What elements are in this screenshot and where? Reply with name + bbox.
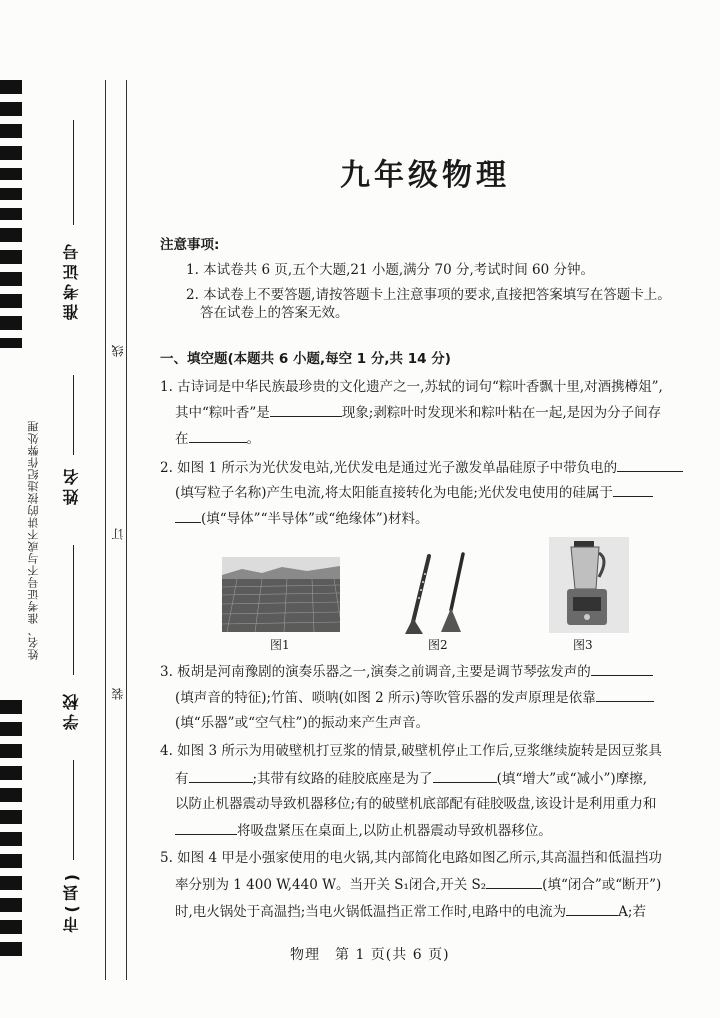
figure-2-flute-suona [395, 552, 475, 634]
q5-blank-1[interactable] [486, 874, 542, 889]
q4-blank-2[interactable] [433, 768, 497, 783]
page-footer: 物理 第 1 页(共 6 页) [290, 947, 450, 963]
q3-line-2 [175, 687, 654, 708]
q4-text-c: (填“增大”或“减小”)摩擦, [496, 771, 647, 787]
q4-line-3: 以防止机器震动导致机器移位;有的破壁机底部配有硅胶吸盘,该设计是利用重力和 [175, 796, 657, 812]
q1-line-2 [175, 402, 661, 423]
name-label: 姓名 [62, 465, 81, 505]
binding-warning: 姓名、准考证号不与或不讲的按违纪作弊处理 [27, 420, 40, 660]
q2-line-2 [175, 482, 653, 503]
notice-item-2: 2. 本试卷上不要答题,请按答题卡上注意事项的要求,直接把答案填写在答题卡上。 [186, 287, 671, 303]
q5-text-a: 率分别为 1 400 W,440 W。当开关 S₁闭合,开关 S₂ [175, 877, 487, 893]
exam-number-label: 准考证号 [62, 240, 81, 320]
q2-line-3 [175, 508, 428, 529]
q4-line-4 [175, 820, 552, 841]
q1-blank-2[interactable] [189, 428, 247, 443]
binding-mark-line: 线 [111, 345, 125, 357]
binding-line-right [126, 80, 127, 980]
q4-text-d: 将吸盘紧压在桌面上,以防止机器震动导致机器移位。 [237, 823, 552, 839]
q3-text-a: 3. 板胡是河南豫剧的演奏乐器之一,演奏之前调音,主要是调节琴弦发声的 [160, 664, 591, 680]
q5-blank-2[interactable] [566, 901, 618, 916]
q5-line-1: 5. 如图 4 甲是小强家使用的电火锅,其内部简化电路如图乙所示,其高温挡和低温挡功 [160, 850, 662, 866]
school-line [73, 545, 74, 675]
figure-3-blender [549, 537, 629, 633]
q1-line-3 [175, 428, 260, 449]
notice-item-1: 1. 本试卷共 6 页,五个大题,21 小题,满分 70 分,考试时间 60 分钟。 [186, 262, 594, 278]
q5-line-2 [175, 874, 661, 895]
q2-blank-3[interactable] [175, 508, 201, 523]
name-line [73, 375, 74, 455]
q1-text-c: 在 [175, 431, 189, 447]
notice-heading: 注意事项: [160, 237, 220, 253]
q4-line-1: 4. 如图 3 所示为用破壁机打豆浆的情景,破壁机停止工作后,豆浆继续旋转是因豆浆具 [160, 743, 662, 759]
q2-blank-1[interactable] [617, 457, 683, 472]
q3-line-1 [160, 661, 653, 682]
q4-blank-1[interactable] [189, 768, 253, 783]
q1-text-b: 现象;剥粽叶时发现米和粽叶粘在一起,是因为分子间存 [341, 405, 662, 421]
q2-line-1 [160, 457, 683, 478]
binding-stripe [0, 80, 22, 970]
q1-line-1: 1. 古诗词是中华民族最珍贵的文化遗产之一,苏轼的词句“粽叶香飘十里,对酒携樽俎”, [160, 379, 663, 395]
q1-text-a: 其中“粽叶香”是 [175, 405, 270, 421]
binding-mark-ding: 订 [111, 528, 125, 540]
school-label: 学校 [62, 690, 81, 730]
notice-item-2-cont: 答在试卷上的答案无效。 [200, 305, 349, 321]
exam-number-line [73, 120, 74, 225]
figure-3-caption: 图3 [573, 638, 593, 652]
binding-mark-zhuang: 装 [111, 688, 125, 700]
figure-1-solar-station [222, 557, 340, 632]
q5-line-3 [175, 901, 646, 922]
q3-text-b: (填声音的特征);竹笛、唢呐(如图 2 所示)等吹管乐器的发声原理是依靠 [175, 690, 596, 706]
q3-blank-1[interactable] [591, 661, 653, 676]
q1-text-d: 。 [246, 431, 260, 447]
city-line [73, 760, 74, 860]
q4-line-2 [175, 768, 647, 789]
q5-text-d: A;若 [618, 904, 646, 920]
page-title: 九年级物理 [340, 158, 510, 193]
q4-blank-3[interactable] [175, 820, 237, 835]
q4-text-b: ;其带有纹路的硅胶底座是为了 [252, 771, 433, 787]
q5-text-b: (填“闭合”或“断开”) [542, 877, 662, 893]
q3-line-3 [175, 713, 429, 733]
q3-blank-2[interactable] [596, 687, 654, 702]
q2-text-a: 2. 如图 1 所示为光伏发电站,光伏发电是通过光子激发单晶硅原子中带负电的 [160, 460, 618, 476]
binding-line-left [105, 80, 106, 980]
figure-2-caption: 图2 [428, 638, 448, 652]
q2-blank-2[interactable] [613, 482, 653, 497]
q2-text-c: (填“导体”“半导体”或“绝缘体”)材料。 [201, 511, 429, 527]
q1-blank-1[interactable] [270, 402, 342, 417]
city-label: 市(县) [62, 870, 81, 933]
q3-text-c: (填“乐器”或“空气柱”)的振动来产生声音。 [175, 715, 430, 731]
figure-1-caption: 图1 [270, 638, 290, 652]
q5-text-c: 时,电火锅处于高温挡;当电火锅低温挡正常工作时,电路中的电流为 [175, 904, 567, 920]
q2-text-b: (填写粒子名称)产生电流,将太阳能直接转化为电能;光伏发电使用的硅属于 [175, 485, 613, 501]
section-1-heading: 一、填空题(本题共 6 小题,每空 1 分,共 14 分) [160, 351, 451, 367]
q4-text-a: 有 [175, 771, 189, 787]
